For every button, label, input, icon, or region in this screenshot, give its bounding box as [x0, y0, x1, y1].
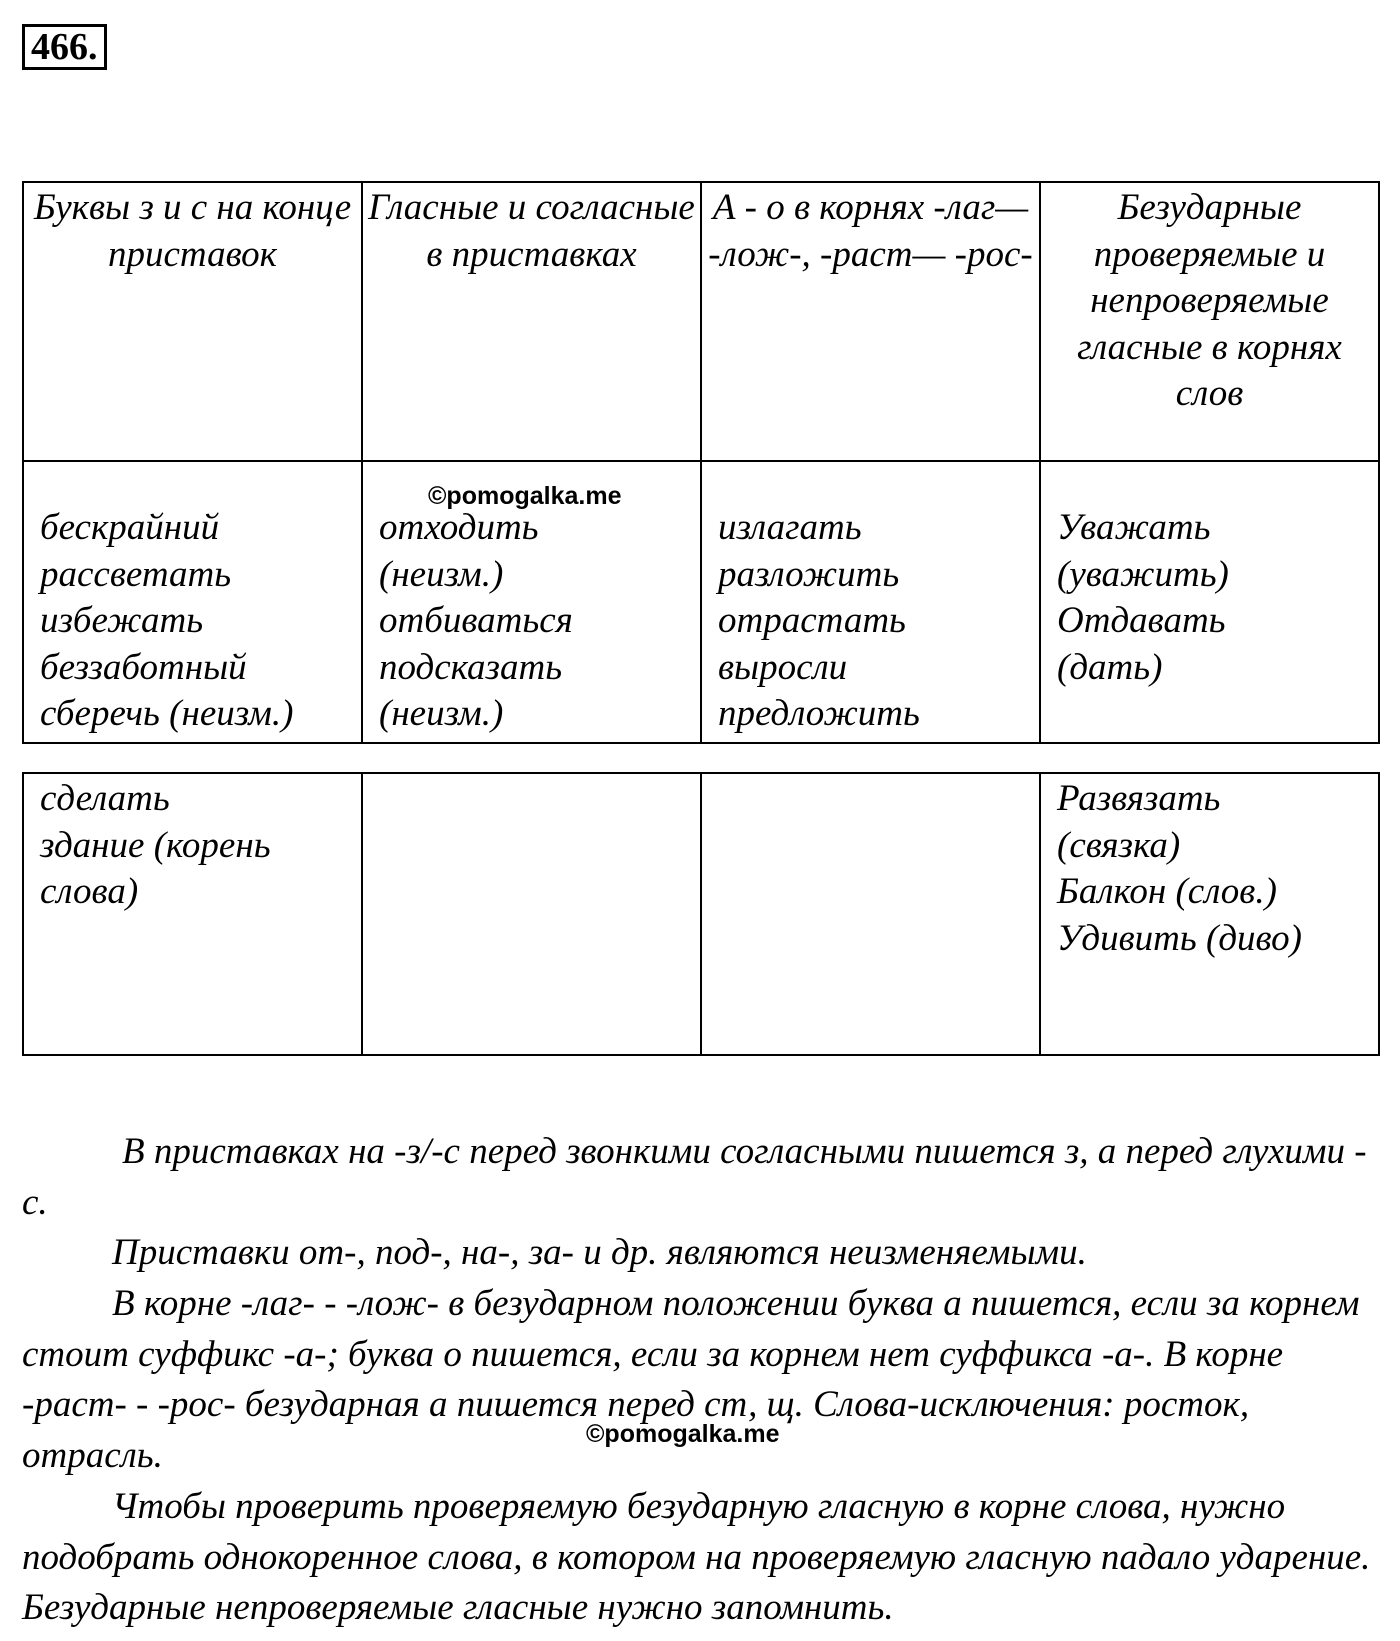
- word-item: разложить: [718, 553, 900, 595]
- header-text: Буквы з и с на конце приставок: [33, 187, 352, 275]
- word-item: сделать: [40, 778, 170, 819]
- word-item: излагать: [718, 507, 862, 548]
- word-list: [24, 774, 361, 916]
- word-item: бескрайний: [40, 507, 220, 548]
- header-text: Гласные и согласные в приставках: [368, 187, 695, 275]
- table-row: [23, 773, 1379, 1055]
- word-item: Балкон (слов.): [1057, 871, 1277, 912]
- rule-paragraph: Приставки от-, под-, на-, за- и др. являются неизменяемыми.: [112, 1232, 1087, 1273]
- word-list: [24, 462, 361, 738]
- word-item: (неизм.): [379, 553, 504, 595]
- word-list: [702, 462, 1039, 738]
- table-header-row: [23, 182, 1379, 461]
- table-row: [23, 461, 1379, 743]
- word-item: (уважить): [1057, 553, 1229, 595]
- word-item: отходить: [379, 507, 539, 548]
- rules-table: [22, 181, 1380, 744]
- table-cell: [23, 461, 362, 743]
- table-cell: [1040, 461, 1379, 743]
- word-item: Уважать: [1057, 507, 1211, 548]
- header-cell: [362, 182, 701, 461]
- rule-paragraph: Чтобы проверить проверяемую безударную гласную в корне слова, нужно подобрать однокоренное слова, в котором на проверяемую гласную падало ударение. Безударные непроверяемые гласные нужно запомнить.: [22, 1486, 1371, 1628]
- rule-paragraph: В приставках на -з/-с перед звонкими согласными пишется з, а перед глухими - с.: [22, 1131, 1367, 1223]
- header-text: Безударные проверяемые и непроверяемые гласные в корнях слов: [1077, 187, 1342, 414]
- header-cell: [23, 182, 362, 461]
- word-item: подсказать: [379, 646, 563, 688]
- word-item: Развязать: [1057, 778, 1221, 819]
- table-cell-empty: [701, 773, 1040, 1055]
- table-cell: [23, 773, 362, 1055]
- table-cell: [701, 461, 1040, 743]
- word-item: отрастать: [718, 600, 906, 641]
- word-item: Отдавать: [1057, 600, 1226, 641]
- word-item: слова): [40, 871, 139, 912]
- word-item: сберечь (неизм.): [40, 693, 294, 734]
- word-list: [1041, 774, 1378, 962]
- table-cell: [1040, 773, 1379, 1055]
- word-list: [1041, 462, 1378, 691]
- header-cell: [701, 182, 1040, 461]
- header-cell: [1040, 182, 1379, 461]
- exercise-number: 466.: [22, 24, 107, 70]
- word-item: беззаботный: [40, 646, 247, 688]
- rule-paragraph: В корне -лаг- - -лож- в безударном положении буква а пишется, если за корнем стоит суффикс -а-; буква о пишется, если за корнем нет суффикса -а-. В корне -раст- - -рос- безударная а пишется перед ст, щ. Слова-исключения: росток, отрасль.: [22, 1283, 1360, 1476]
- word-item: предложить: [718, 693, 920, 734]
- word-item: избежать: [40, 600, 204, 641]
- word-item: отбиваться: [379, 600, 573, 641]
- header-text: А - о в корнях -лаг— -лож-, -раст— -рос-: [708, 187, 1033, 275]
- table-cell-empty: [362, 773, 701, 1055]
- word-item: здание (корень: [40, 824, 271, 866]
- word-item: (связка): [1057, 824, 1181, 866]
- watermark: ©pomogalka.me: [428, 482, 622, 510]
- word-item: рассветать: [40, 553, 232, 595]
- word-item: (неизм.): [379, 693, 504, 734]
- watermark: ©pomogalka.me: [586, 1420, 780, 1448]
- word-item: Удивить (диво): [1057, 917, 1302, 959]
- word-item: (дать): [1057, 646, 1163, 688]
- word-item: выросли: [718, 646, 848, 688]
- rules-table-continued: [22, 772, 1380, 1056]
